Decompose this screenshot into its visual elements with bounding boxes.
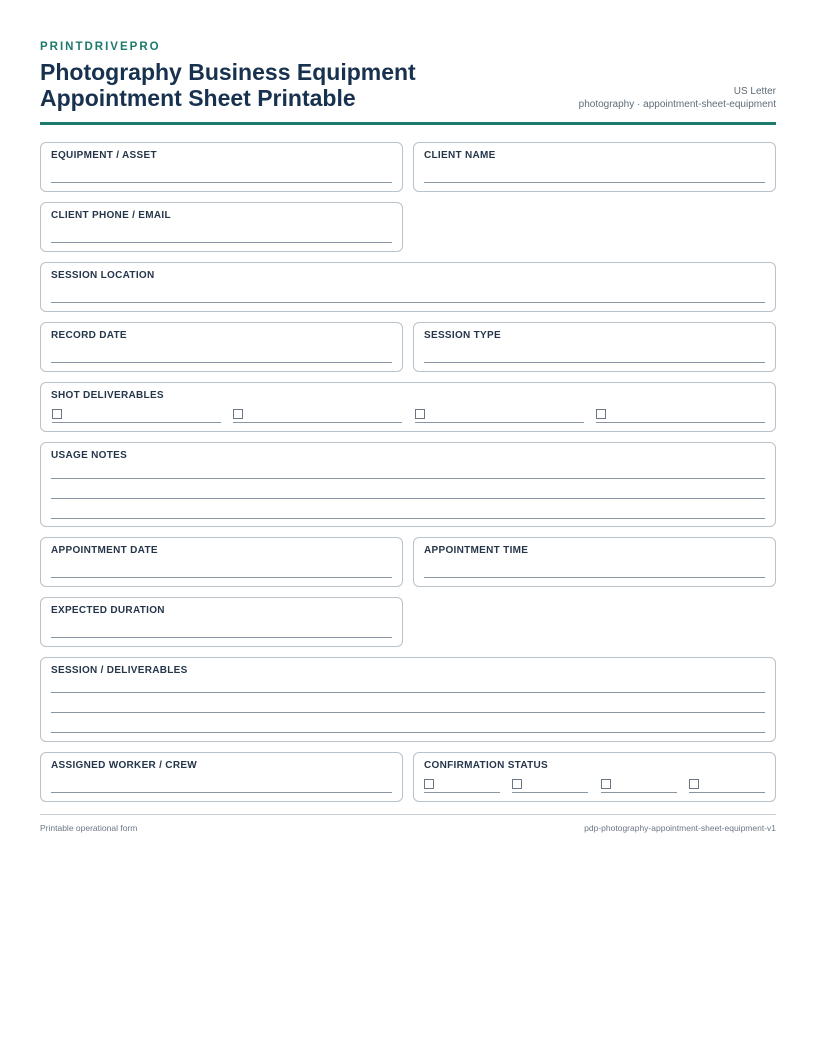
write-line[interactable] [424, 362, 765, 363]
write-line[interactable] [51, 242, 392, 243]
equipment-asset-field[interactable] [40, 142, 403, 192]
title-line-2: Appointment Sheet Printable [40, 85, 356, 111]
write-line[interactable] [51, 692, 765, 693]
client-phone-email-field[interactable] [40, 202, 403, 252]
field-label: SESSION LOCATION [51, 270, 155, 281]
write-line[interactable] [51, 712, 765, 713]
checkbox[interactable] [233, 409, 243, 419]
field-label: EXPECTED DURATION [51, 605, 165, 616]
page-meta [579, 85, 776, 111]
field-label: APPOINTMENT DATE [51, 545, 158, 556]
footer-note: Printable operational form [40, 823, 138, 833]
field-label: SESSION TYPE [424, 330, 501, 341]
checkbox[interactable] [512, 779, 522, 789]
field-label: CONFIRMATION STATUS [424, 760, 549, 771]
shot-deliverables-field [40, 382, 776, 432]
client-name-field[interactable] [413, 142, 776, 192]
write-line[interactable] [51, 792, 392, 793]
write-line[interactable] [51, 478, 765, 479]
checkbox[interactable] [415, 409, 425, 419]
footer-rule [40, 814, 776, 815]
field-label: ASSIGNED WORKER / CREW [51, 760, 198, 771]
brand-name: PRINTDRIVEPRO [40, 41, 161, 53]
session-location-field[interactable] [40, 262, 776, 312]
write-line[interactable] [424, 182, 765, 183]
write-line[interactable] [51, 637, 392, 638]
write-line[interactable] [51, 577, 392, 578]
write-line[interactable] [424, 792, 500, 793]
field-label: SHOT DELIVERABLES [51, 390, 164, 401]
write-line[interactable] [51, 732, 765, 733]
form-tag: photography · appointment-sheet-equipment [578, 99, 776, 110]
field-label: CLIENT NAME [424, 150, 496, 161]
write-line[interactable] [233, 422, 402, 423]
usage-notes-field[interactable] [40, 442, 776, 527]
paper-size: US Letter [733, 86, 776, 97]
write-line[interactable] [51, 182, 392, 183]
checkbox[interactable] [601, 779, 611, 789]
appointment-date-field[interactable] [40, 537, 403, 587]
expected-duration-field[interactable] [40, 597, 403, 647]
header-rule [40, 122, 776, 125]
field-label: CLIENT PHONE / EMAIL [51, 210, 171, 221]
form-id: pdp-photography-appointment-sheet-equipment-v1 [584, 823, 776, 833]
write-line[interactable] [51, 498, 765, 499]
field-label: RECORD DATE [51, 330, 127, 341]
field-label: USAGE NOTES [51, 450, 128, 461]
confirmation-status-field [413, 752, 776, 802]
write-line[interactable] [51, 362, 392, 363]
write-line[interactable] [415, 422, 584, 423]
field-label: APPOINTMENT TIME [424, 545, 529, 556]
checkbox[interactable] [596, 409, 606, 419]
write-line[interactable] [424, 577, 765, 578]
checkbox[interactable] [52, 409, 62, 419]
session-type-field[interactable] [413, 322, 776, 372]
assigned-worker-field[interactable] [40, 752, 403, 802]
write-line[interactable] [601, 792, 677, 793]
write-line[interactable] [51, 518, 765, 519]
title-line-1: Photography Business Equipment [40, 59, 416, 85]
appointment-time-field[interactable] [413, 537, 776, 587]
write-line[interactable] [596, 422, 765, 423]
write-line[interactable] [689, 792, 765, 793]
write-line[interactable] [512, 792, 588, 793]
session-deliverables-field[interactable] [40, 657, 776, 742]
record-date-field[interactable] [40, 322, 403, 372]
checkbox[interactable] [689, 779, 699, 789]
page-title [40, 59, 416, 111]
write-line[interactable] [52, 422, 221, 423]
write-line[interactable] [51, 302, 765, 303]
field-label: EQUIPMENT / ASSET [51, 150, 157, 161]
checkbox[interactable] [424, 779, 434, 789]
field-label: SESSION / DELIVERABLES [51, 665, 188, 676]
